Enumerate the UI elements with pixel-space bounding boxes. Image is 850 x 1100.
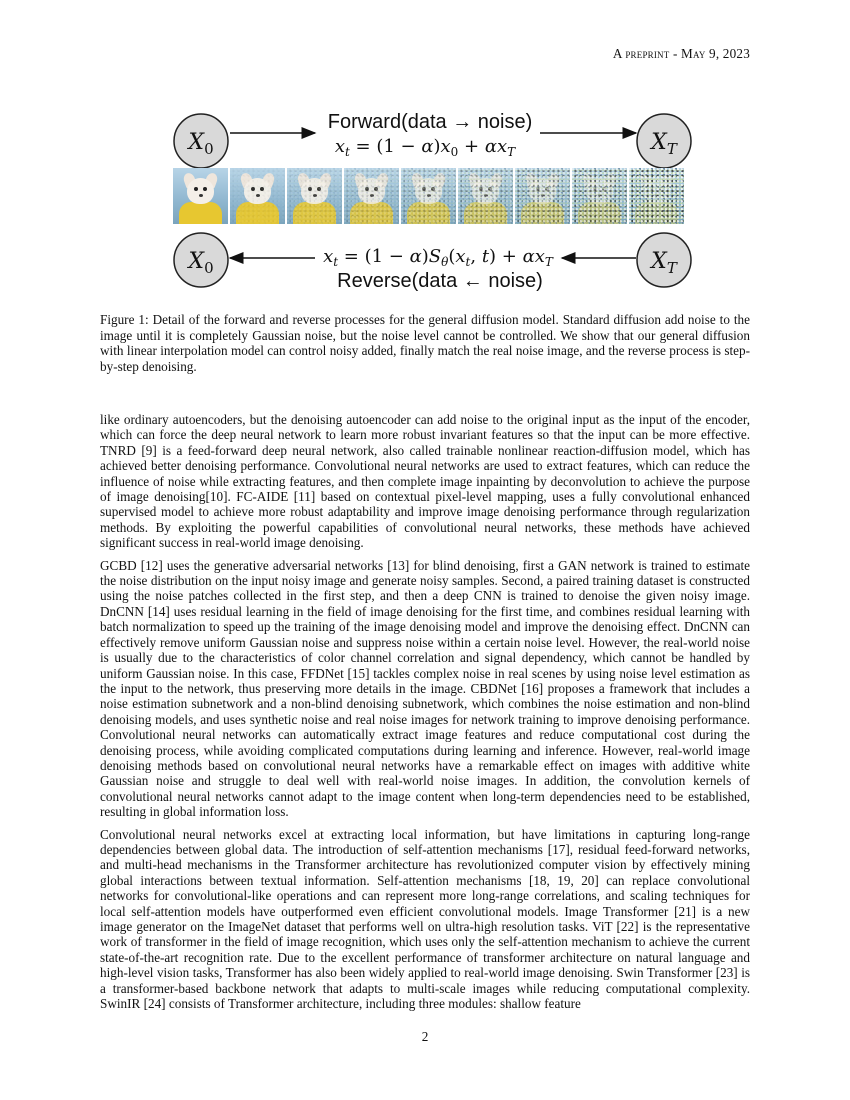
noise-step-image xyxy=(401,168,456,224)
noise-step-image xyxy=(344,168,399,224)
noise-step-image xyxy=(287,168,342,224)
node-xT-top-label: $X_T$ xyxy=(651,130,677,158)
node-x0-top-label: $X_0$ xyxy=(188,130,214,158)
reverse-equation: $x_t = (1 - \alpha)S_\theta(x_t$, $t) + \alpha x_T$ xyxy=(323,246,553,269)
page-number: 2 xyxy=(421,1029,429,1044)
forward-title: Forward(data → noise) xyxy=(327,111,533,133)
paragraph-2: GCBD [12] uses the generative adversarial networks [13] for blind denoising, first a GAN network is trained to estimate the noise distribution on the input noisy image and generate noisy samples. Second, a paired training dataset is constructed using the noise patches collected in the first step, and then a deep CNN is trained to denoise the given noisy image. DnCNN [14] uses residual learning in the field of image denoising for the first time, and combines residual learning with batch normalization to speed up the training of the image denoising model and improve the denoising effect. DnCNN can effectively remove uniform Gaussian noise and suppress noise within a certain noise level. However, the real-world noise is usually due to the characteristics of color channel correlation and signal dependency, which cannot be handled by uniform Gaussian noise. In this case, FFDNet [15] tackles complex noise in real scenes by using noise level estimation as the input to the network, thus preserving more details in the image. CBDNet [16] proposes a framework that includes a noise estimation subnetwork and a non-blind denoising subnetwork, which combines the noise estimation and non-blind denoising models, and uses synthetic noise and real noise images for network training to improve denoising performance. Convolutional neural networks can automatically extract image features and reduce computational cost during the denoising process, while avoiding complicated computations during learning and inference. However, real-world image denoising methods based on convolutional neural networks have a remarkable effect on images with additive white Gaussian noise and struggle to deal well with real-world noise images. In addition, the convolution kernels of convolutional neural networks cannot adapt to the image content when long-term dependencies need to be established, resulting in global information loss. xyxy=(100,557,750,820)
forward-equation: $x_t = (1 - \alpha)x_0 + \alpha x_T$ xyxy=(334,136,516,159)
reverse-title: Reverse(data ← noise) xyxy=(337,270,543,292)
noise-step-image xyxy=(629,168,684,224)
noise-step-image xyxy=(458,168,513,224)
running-head: A preprint - May 9, 2023 xyxy=(612,46,750,61)
paragraph-1: like ordinary autoencoders, but the denoising autoencoder can add noise to the original input as the input of the encoder, which can force the deep neural network to learn more robust invariant features so that the input can be more effective. TNRD [9] is a feed-forward deep neural network, also called trainable nonlinear reaction-diffusion model, which has achieved better denoising performance. Convolutional neural networks are used to extract features, which can reduce the influence of noise while extracting features, and then complete image inpainting by deconvolution to achieve the purpose of image denoising[10]. FC-AIDE [11] based on contextual pixel-level mapping, uses a fully convolutional enhanced supervised model to achieve more robust adaptability and improve image denoising performance through regularization methods. By exploiting the powerful capabilities of convolutional neural networks, these methods have achieved significant success in real-world image denoising. xyxy=(100,412,750,551)
noise-step-image xyxy=(230,168,285,224)
noise-step-image xyxy=(173,168,228,224)
node-x0-bottom-label: $X_0$ xyxy=(188,249,214,277)
body-text xyxy=(100,412,750,1018)
figure-caption: Figure 1: Detail of the forward and reverse processes for the general diffusion model. Standard diffusion add noise to the image until it is completely Gaussian noise, but the noise level cannot be controlled. We show that our general diffusion with linear interpolation model can control noisy added, finally match the real noise image, and the reverse process is step-by-step denoising. xyxy=(100,312,750,374)
paragraph-3: Convolutional neural networks excel at extracting local information, but have limitations in capturing long-range dependencies between global data. The introduction of self-attention mechanisms [17], residual feed-forward networks, and multi-head mechanisms in the Transformer architecture has revolutionized computer vision by effectively mining global interactions between textual information. Self-attention mechanisms [18, 19, 20] can replace convolutional networks for convolutional-like operations and can represent more long-range correlations, and scaling techniques for local self-attention models have outperformed even efficient convolutional models. Image Transformer [21] is a new image generator on the ImageNet dataset that performs well on ultra-high resolution tasks. ViT [22] is the representative work of transformer in the field of image recognition, which uses only the self-attention mechanism to achieve the current state-of-the-art recognition rate. Due to the excellent performance of transformer architecture on natural language and high-level vision tasks, Transformer has also been widely applied to real-world image denoising. Swin Transformer [23] is a transformer-based backbone network that adapts to multi-scale images while reducing computational complexity. SwinIR [24] consists of Transformer architecture, including three modules: shallow feature xyxy=(100,826,750,1012)
noise-step-image xyxy=(515,168,570,224)
noise-step-image xyxy=(572,168,627,224)
noise-image-strip xyxy=(173,168,684,224)
node-xT-bottom-label: $X_T$ xyxy=(651,249,677,277)
